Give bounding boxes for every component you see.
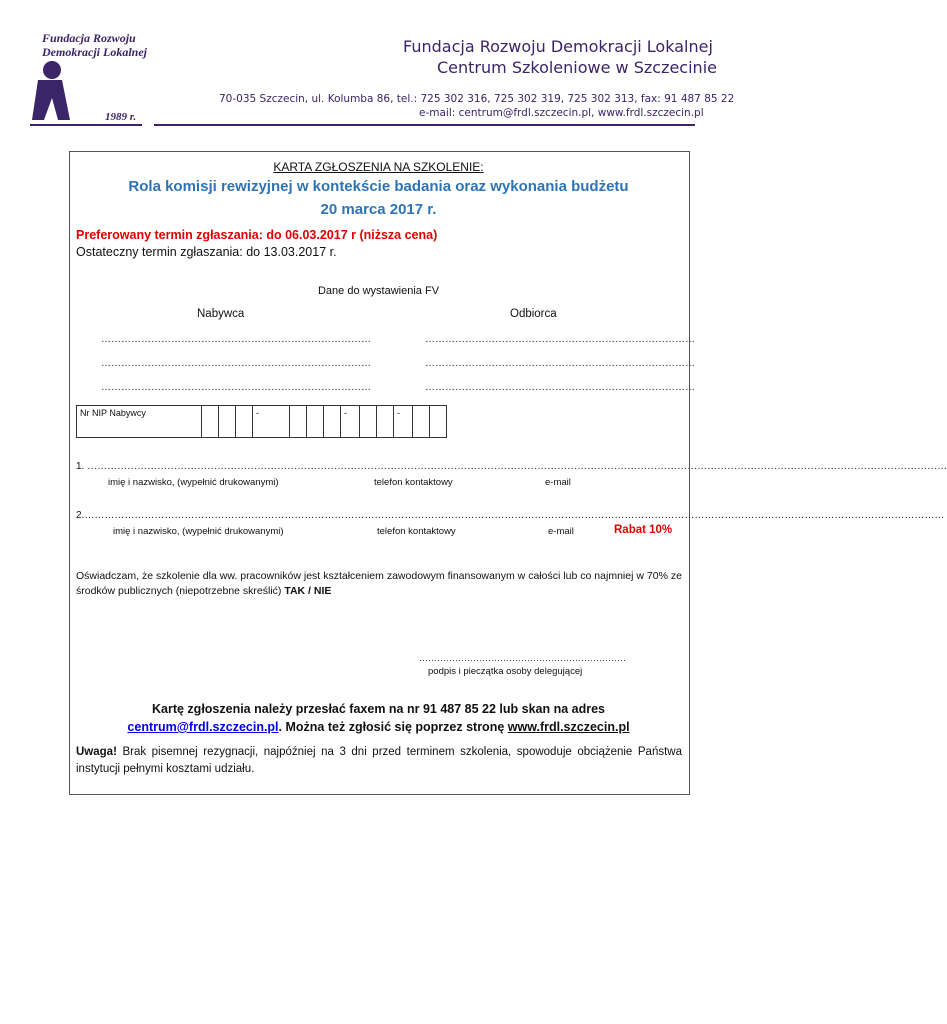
logo-text-line1: Fundacja Rozwoju xyxy=(42,31,136,45)
nip-separator: - xyxy=(341,406,360,438)
signature-hint: podpis i pieczątka osoby delegującej xyxy=(428,666,583,677)
nip-digit-cell[interactable] xyxy=(219,406,236,438)
org-name-line1: Fundacja Rozwoju Demokracji Lokalnej xyxy=(403,37,713,56)
org-address: 70-035 Szczecin, ul. Kolumba 86, tel.: 725 302 316, 725 302 319, 725 302 313, fax: 91 487 85 22 xyxy=(219,93,735,105)
buyer-field-3[interactable]: ……………………………………………………………………… xyxy=(101,382,371,393)
discount-label: Rabat 10% xyxy=(614,524,673,536)
tak-nie-option[interactable]: TAK / NIE xyxy=(284,585,332,597)
declaration xyxy=(76,569,682,599)
declaration-text: Oświadczam, że szkolenie dla ww. pracowników jest kształceniem zawodowym finansowanym w całości lub co najmniej w 70% ze środków publicznych (niepotrzebne skreślić) xyxy=(76,570,682,597)
nip-digit-cell[interactable] xyxy=(236,406,253,438)
course-date: 20 marca 2017 r. xyxy=(320,201,437,218)
send-instructions-mid: . Można też zgłosić się poprzez stronę xyxy=(278,720,508,734)
nip-separator: - xyxy=(394,406,413,438)
nip-separator: - xyxy=(253,406,290,438)
note xyxy=(76,744,682,778)
invoice-heading: Dane do wystawienia FV xyxy=(317,285,440,297)
nip-digit-cell[interactable] xyxy=(430,406,447,438)
preferred-deadline: Preferowany termin zgłaszania: do 06.03.2017 r (niższa cena) xyxy=(76,228,438,242)
final-deadline: Ostateczny termin zgłaszania: do 13.03.2017 r. xyxy=(76,245,337,259)
header-divider xyxy=(154,124,695,126)
send-instructions-line1: Kartę zgłoszenia należy przesłać faxem na nr 91 487 85 22 lub skan na adres xyxy=(152,702,605,716)
logo-year: 1989 r. xyxy=(105,111,137,123)
participant-1-number: 1. xyxy=(76,461,88,472)
participant-2-dots: …………………………………………………………………………………………………………………………………………………………………………………………………………………………………… xyxy=(84,510,945,521)
buyer-field-1[interactable]: ……………………………………………………………………… xyxy=(101,334,371,345)
signature-field[interactable]: …………………………………………………………… xyxy=(419,653,626,663)
website-link[interactable]: www.frdl.szczecin.pl xyxy=(507,720,630,734)
participant-2-email-hint: e-mail xyxy=(548,526,574,537)
participant-1-email-hint: e-mail xyxy=(545,477,571,488)
participant-1-phone-hint: telefon kontaktowy xyxy=(374,477,453,488)
buyer-field-2[interactable]: ……………………………………………………………………… xyxy=(101,358,371,369)
org-name-line2: Centrum Szkoleniowe w Szczecinie xyxy=(437,58,717,77)
foundation-logo-figure-icon xyxy=(30,58,75,124)
participant-1-name-hint: imię i nazwisko, (wypełnić drukowanymi) xyxy=(108,477,279,488)
nip-label: Nr NIP Nabywcy xyxy=(77,406,202,438)
nip-digit-cell[interactable] xyxy=(413,406,430,438)
recipient-label: Odbiorca xyxy=(510,308,557,320)
nip-digit-cell[interactable] xyxy=(324,406,341,438)
nip-digit-cell[interactable] xyxy=(290,406,307,438)
participant-1-dots: …………………………………………………………………………………………………………………………………………………………………………………………………………………………………… xyxy=(87,461,947,472)
recipient-field-1[interactable]: ……………………………………………………………………… xyxy=(425,334,695,345)
participant-2-name-hint: imię i nazwisko, (wypełnić drukowanymi) xyxy=(113,526,284,537)
participant-1-field[interactable] xyxy=(76,461,947,472)
participant-2-field[interactable] xyxy=(76,510,945,521)
participant-2-phone-hint: telefon kontaktowy xyxy=(377,526,456,537)
logo-text-line2: Demokracji Lokalnej xyxy=(42,45,147,59)
send-instructions-line2 xyxy=(69,720,688,734)
recipient-field-2[interactable]: ……………………………………………………………………… xyxy=(425,358,695,369)
logo-underline xyxy=(30,124,142,126)
nip-table xyxy=(76,405,447,438)
note-label: Uwaga! xyxy=(76,746,117,758)
recipient-field-3[interactable]: ……………………………………………………………………… xyxy=(425,382,695,393)
nip-digit-cell[interactable] xyxy=(377,406,394,438)
email-link[interactable]: centrum@frdl.szczecin.pl xyxy=(127,720,279,734)
nip-digit-cell[interactable] xyxy=(360,406,377,438)
course-title: Rola komisji rewizyjnej w kontekście badania oraz wykonania budżetu xyxy=(128,178,629,195)
card-title: KARTA ZGŁOSZENIA NA SZKOLENIE: xyxy=(273,160,484,174)
participant-2-number: 2. xyxy=(76,510,85,521)
nip-digit-cell[interactable] xyxy=(307,406,324,438)
note-text: Brak pisemnej rezygnacji, najpóźniej na 3 dni przed terminem szkolenia, spowoduje obciążenie Państwa instytucji pełnymi kosztami udziału. xyxy=(76,746,682,775)
org-contact: e-mail: centrum@frdl.szczecin.pl, www.frdl.szczecin.pl xyxy=(419,107,704,119)
nip-digit-cell[interactable] xyxy=(202,406,219,438)
buyer-label: Nabywca xyxy=(197,308,245,320)
